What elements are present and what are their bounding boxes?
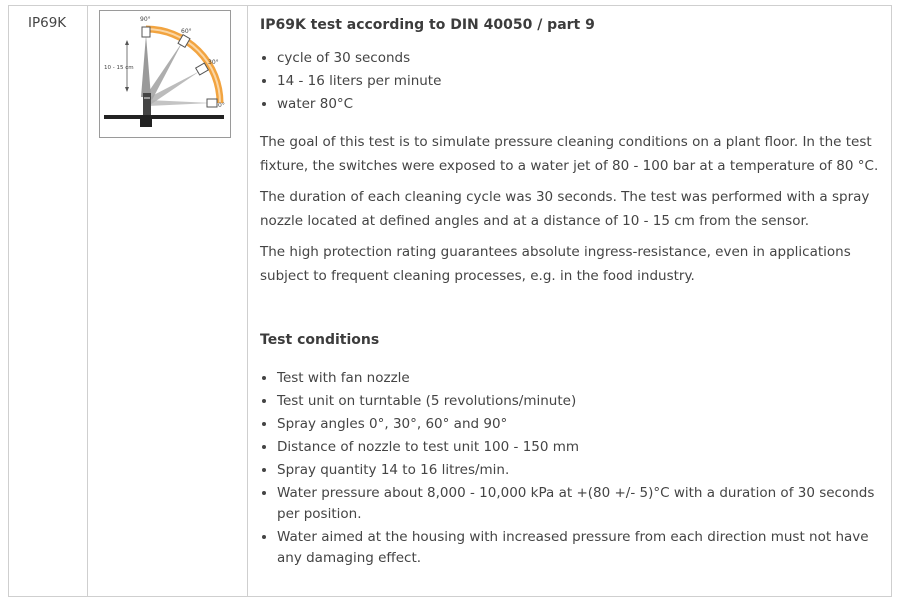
list-item: • Test with fan nozzle: [277, 368, 881, 389]
sensor-device: [143, 93, 151, 115]
distance-arrow-head-top: [125, 40, 129, 45]
summary-list: [260, 47, 881, 116]
list-item: • Spray quantity 14 to 16 litres/min.: [277, 460, 881, 481]
code-cell: [9, 6, 88, 597]
sensor-detail: [144, 97, 150, 99]
spec-table: [8, 5, 892, 597]
list-item: • Test unit on turntable (5 revolutions/minute): [277, 391, 881, 412]
nozzle-0: [207, 99, 217, 107]
angle-label-30: 30°: [208, 59, 219, 66]
section-heading: IP69K test according to DIN 40050 / part 9: [260, 17, 595, 33]
turntable-plate: [104, 115, 224, 119]
angle-label-60: 60°: [181, 28, 192, 35]
list-item: • 14 - 16 liters per minute: [277, 70, 881, 93]
paragraph: The high protection rating guarantees absolute ingress-resistance, even in applications subject to frequent cleaning processes, e.g. in the food industry.: [260, 244, 851, 284]
distance-arrow-head-bottom: [125, 87, 129, 92]
paragraph: The duration of each cleaning cycle was 30 seconds. The test was performed with a spray nozzle located at defined angles and at a distance of 10 - 15 cm from the sensor.: [260, 189, 870, 229]
distance-label: 10 - 15 cm: [104, 65, 134, 71]
figure-cell: [88, 6, 248, 597]
conditions-list: [260, 368, 881, 569]
test-diagram-illustration: [100, 11, 230, 137]
angle-label-90: 90°: [140, 16, 151, 23]
description-content: [248, 6, 891, 569]
protection-code: IP69K: [28, 15, 67, 31]
spray-fan-90: [141, 35, 151, 97]
list-item: • cycle of 30 seconds: [277, 47, 881, 70]
turntable-base: [140, 119, 152, 127]
list-item: • Distance of nozzle to test unit 100 - 150 mm: [277, 437, 881, 458]
table-row: [9, 6, 892, 597]
nozzle-90: [142, 27, 150, 37]
description-cell: [248, 6, 892, 597]
paragraph: The goal of this test is to simulate pressure cleaning conditions on a plant floor. In the test fixture, the switches were exposed to a water jet of 80 - 100 bar at a temperature of 80 °C.: [260, 134, 879, 174]
angle-label-0: 0°: [218, 102, 225, 109]
ip69k-test-diagram: [99, 10, 231, 138]
list-item: • water 80°C: [277, 93, 881, 116]
list-item: • Water pressure about 8,000 - 10,000 kPa at +(80 +/- 5)°C with a duration of 30 seconds per position.: [277, 483, 881, 525]
list-item: • Spray angles 0°, 30°, 60° and 90°: [277, 414, 881, 435]
conditions-heading: Test conditions: [260, 332, 380, 348]
list-item: • Water aimed at the housing with increased pressure from each direction must not have any damaging effect.: [277, 527, 881, 569]
spray-fan-0: [148, 100, 212, 106]
